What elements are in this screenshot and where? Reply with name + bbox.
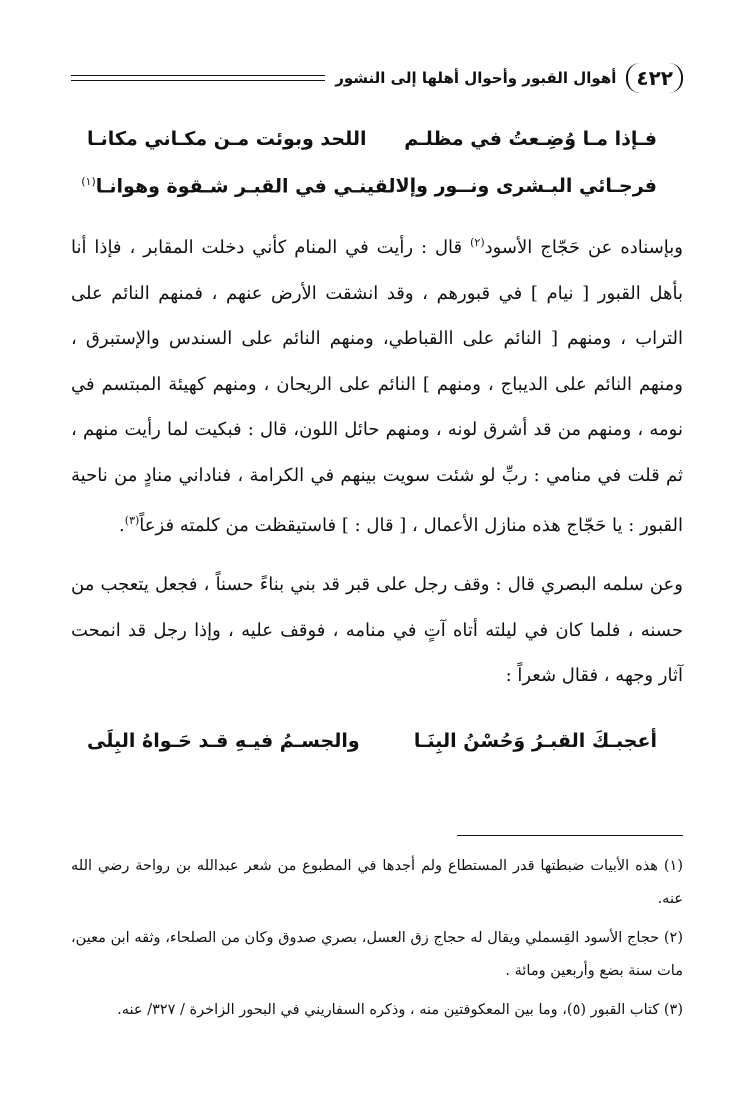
- paragraph-salma: وعن سلمه البصري قال : وقف رجل على قبر قد بني بناءً حسناً ، فجعل يتعجب من حسنه ، فلما كان في ليلته أتاه آتٍ في منامه ، فوقف عليه ، وإذا رجل قد انمحت آثار وجهه ، فقال شعراً :: [71, 574, 683, 686]
- verse-2-first-hemistich: فرجـائي البـشرى ونــور وإلا: [395, 175, 657, 198]
- verse-3-first-hemistich: أعجبـكَ القبـرُ وَحُسْنُ البِنَـا: [413, 730, 657, 752]
- paragraph-hajjaj: [71, 220, 683, 549]
- footnote-2: (٢) حجاج الأسود القِسملي ويقال له حجاج زق العسل، بصري صدوق وكان من الصلحاء، وثقه ابن معين، مات سنة بضع وأربعين ومائة .: [71, 930, 683, 979]
- footnote-ref-1: (١): [81, 175, 96, 188]
- running-title: أهوال القبور وأحوال أهلها إلى النشور: [335, 69, 617, 87]
- verse-3-second-hemistich: والجسـمُ فيـهِ قـد حَـواهُ البِلَى: [87, 730, 360, 752]
- footnote-ref-2: (٢): [470, 236, 485, 249]
- verse-line-2: [81, 175, 657, 198]
- footnote-3: (٣) كتاب القبور (٥)، وما بين المعكوفتين منه ، وذكره السفاريني في البحور الزاخرة / ٣٢٧/ عنه.: [117, 1002, 683, 1018]
- footnote-1: (١) هذه الأبيات ضبطتها قدر المستطاع ولم أجدها في المطبوع من شعر عبدالله بن رواحة رضي الله عنه.: [71, 858, 683, 907]
- verse-1-first-hemistich: فـإذا مـا وُضِـعتُ في مظلـم: [404, 128, 657, 150]
- footnote-ref-3: (٣): [124, 514, 140, 527]
- verse-2-second-hemistich: [81, 175, 395, 197]
- paragraph-1-part-2: قال : رأيت في المنام كأني دخلت المقابر ، فإذا أنا بأهل القبور [ نيام ] في قبورهم ، وقد انشقت الأرض عنهم ، فمنهم النائم على التراب ، ومنهم [ النائم على االقباطي، ومنهم النائم على السندس والإستبرق ، ومنهم النائم على الديباج ، ومنهم ] النائم على الريحان ، ومنهم كهيئة المبتسم في نومه ، ومنهم من قد أشرق لونه ، ومنهم حائل اللون، قال : فبكيت لما رأيت منهم ، ثم قلت في منامي : ربِّ لو شئت سويت بينهم في الكرامة ، فناداني منادٍ من ناحية القبور : يا حَجّاج هذه منازل الأعمال ، [ قال : ] فاستيقظت من كلمته فزعاً: [71, 237, 683, 536]
- header-rule: [71, 75, 325, 81]
- verse-line-1: [87, 128, 657, 150]
- page-number: ٤٢٢: [626, 63, 683, 93]
- verse-line-3: [87, 730, 657, 752]
- footnotes: [71, 850, 683, 1033]
- paragraph-1-part-3: .: [119, 515, 125, 536]
- paragraph-1-part-1: وبإسناده عن حَجّاج الأسود: [484, 237, 683, 258]
- footnote-separator: [457, 835, 683, 836]
- page-header: [71, 58, 683, 98]
- verse-1-second-hemistich: اللحد وبوئت مـن مكـاني مكانـا: [87, 128, 367, 150]
- verse-2-second-text: لقينـي في القبـر شـقوة وهوانـا: [95, 175, 396, 198]
